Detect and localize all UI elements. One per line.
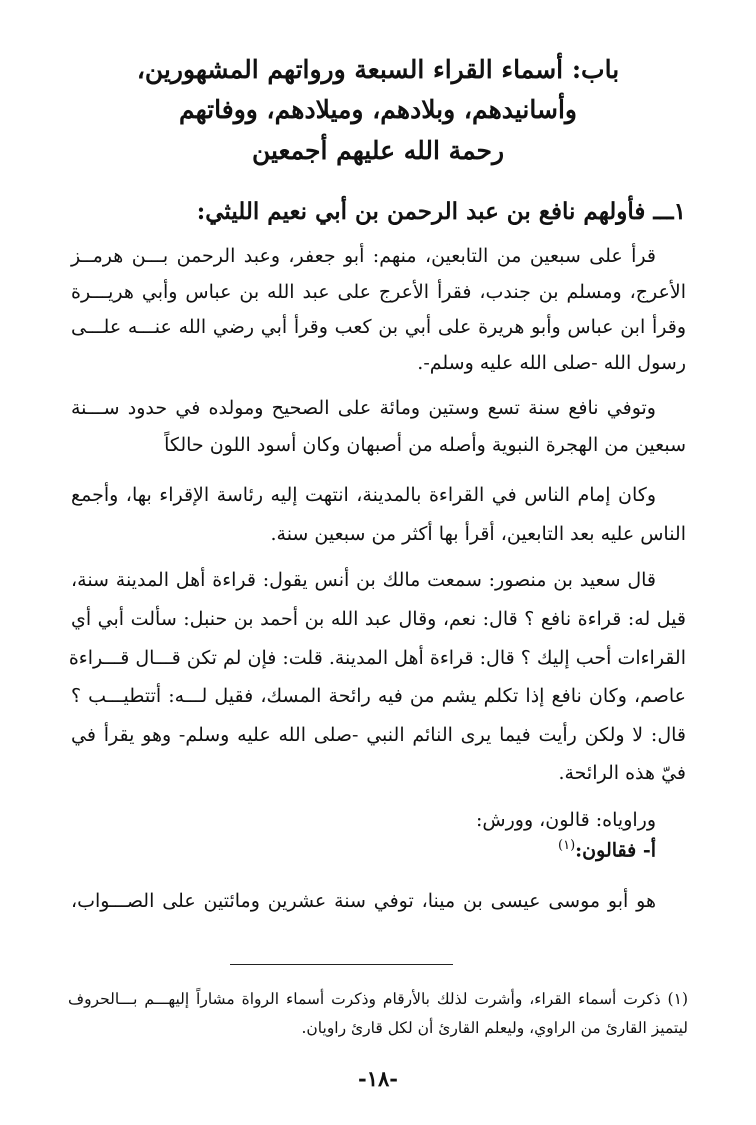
narrators-line: وراوياه: قالون، وورش: bbox=[476, 809, 656, 831]
text-line: الناس عليه بعد التابعين، أقرأ بها أكثر من سبعين سنة. bbox=[270, 523, 686, 545]
text-line: الأعرج، ومسلم بن جندب، فقرأ الأعرج على عبد الله بن عباس وأبي هريـــرة bbox=[71, 281, 686, 303]
text-line: رسول الله -صلى الله عليه وسلم-. bbox=[417, 352, 686, 374]
page-number: -١٨- bbox=[358, 1066, 398, 1091]
chapter-title-line-1: باب: أسماء القراء السبعة ورواتهم المشهورين، bbox=[136, 55, 620, 84]
text-line: قال: لا ولكن رأيت فيما يرى النائم النبي -صلى الله عليه وسلم- وهو يقرأ في bbox=[71, 724, 686, 746]
text-line: قال سعيد بن منصور: سمعت مالك بن أنس يقول: قراءة أهل المدينة سنة، bbox=[71, 569, 656, 591]
text-line: قيل له: قراءة نافع ؟ قال: نعم، وقال عبد الله بن أحمد بن حنبل: سألت أبي أي bbox=[71, 608, 686, 630]
footnote-separator bbox=[230, 964, 453, 965]
footnote-reference: (١) bbox=[558, 838, 576, 853]
footnote-line: ليتميز القارئ من الراوي، وليعلم القارئ أن لكل قارئ راويان. bbox=[301, 1019, 688, 1037]
sub-heading-qalun bbox=[558, 838, 656, 861]
text-line: سبعين من الهجرة النبوية وأصله من أصبهان وكان أسود اللون حالكاً bbox=[164, 434, 686, 456]
sub-heading-label: أ- فقالون: bbox=[575, 839, 656, 862]
text-line: عاصم، وكان نافع إذا تكلم يشم من فيه رائحة المسك، فقيل لـــه: أتتطيـــب ؟ bbox=[71, 685, 686, 707]
text-line: هو أبو موسى عيسى بن مينا، توفي سنة عشرين ومائتين على الصـــواب، bbox=[71, 890, 656, 912]
text-line: وتوفي نافع سنة تسع وستين ومائة على الصحيح ومولده في حدود ســـنة bbox=[71, 397, 656, 419]
text-line: قرأ على سبعين من التابعين، منهم: أبو جعفر، وعبد الرحمن بـــن هرمــز bbox=[71, 245, 656, 267]
text-line: فيّ هذه الرائحة. bbox=[558, 762, 686, 784]
text-line: القراءات أحب إليك ؟ قال: قراءة أهل المدينة. قلت: فإن لم تكن قـــال قـــراءة bbox=[68, 647, 686, 669]
chapter-title-line-2: وأسانيدهم، وبلادهم، وميلادهم، ووفاتهم bbox=[179, 95, 577, 124]
chapter-title-line-3: رحمة الله عليهم أجمعين bbox=[251, 136, 505, 165]
footnote-line: (١) ذكرت أسماء القراء، وأشرت لذلك بالأرقام وذكرت أسماء الرواة مشاراً إليهـــم بـــالحروف bbox=[68, 990, 688, 1008]
section-heading: ١ـــ فأولهم نافع بن عبد الرحمن بن أبي نعيم الليثي: bbox=[196, 198, 686, 225]
text-line: وكان إمام الناس في القراءة بالمدينة، انتهت إليه رئاسة الإقراء بها، وأجمع bbox=[71, 484, 656, 506]
text-line: وقرأ ابن عباس وأبو هريرة على أبي بن كعب وقرأ أبي رضي الله عنـــه علـــى bbox=[71, 316, 686, 338]
